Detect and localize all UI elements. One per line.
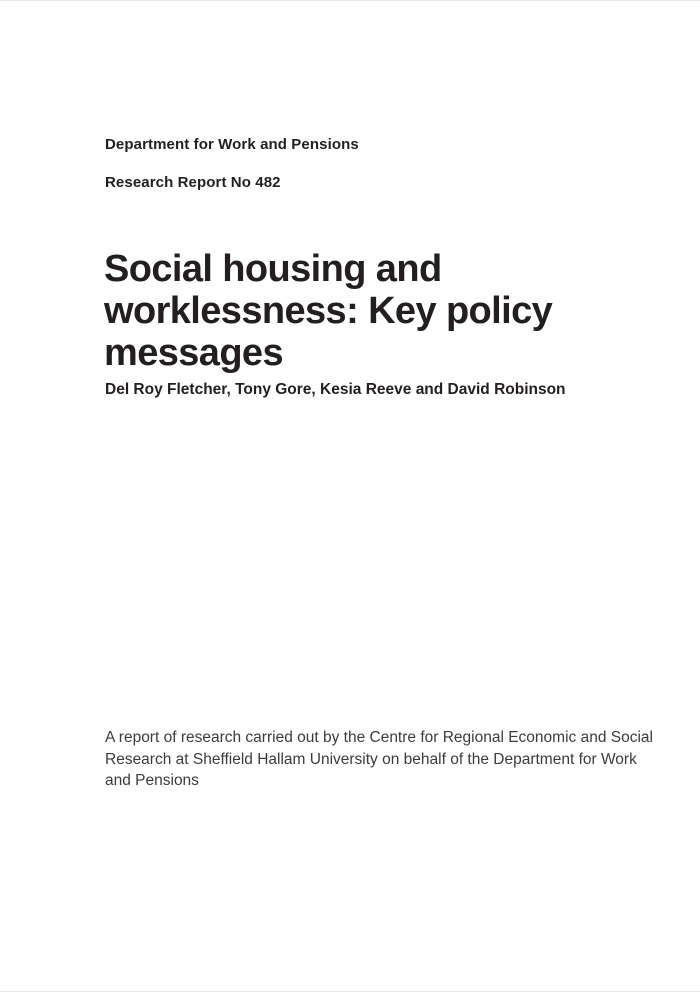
title-line-2: worklessness: Key policy [104, 290, 553, 332]
title-line-1: Social housing and [104, 248, 442, 290]
title-line-3: messages [104, 332, 284, 374]
report-note [105, 727, 653, 792]
authors-line: Del Roy Fletcher, Tony Gore, Kesia Reeve and David Robinson [105, 381, 566, 398]
note-line-3: and Pensions [105, 772, 199, 789]
department-label: Department for Work and Pensions [105, 136, 359, 153]
report-title [104, 248, 552, 374]
page-top-edge [0, 0, 700, 1]
page-bottom-edge [0, 991, 700, 992]
note-line-2: Research at Sheffield Hallam University on behalf of the Department for Work [105, 750, 637, 768]
note-line-1: A report of research carried out by the Centre for Regional Economic and Social [105, 729, 653, 746]
report-number: Research Report No 482 [105, 174, 281, 191]
